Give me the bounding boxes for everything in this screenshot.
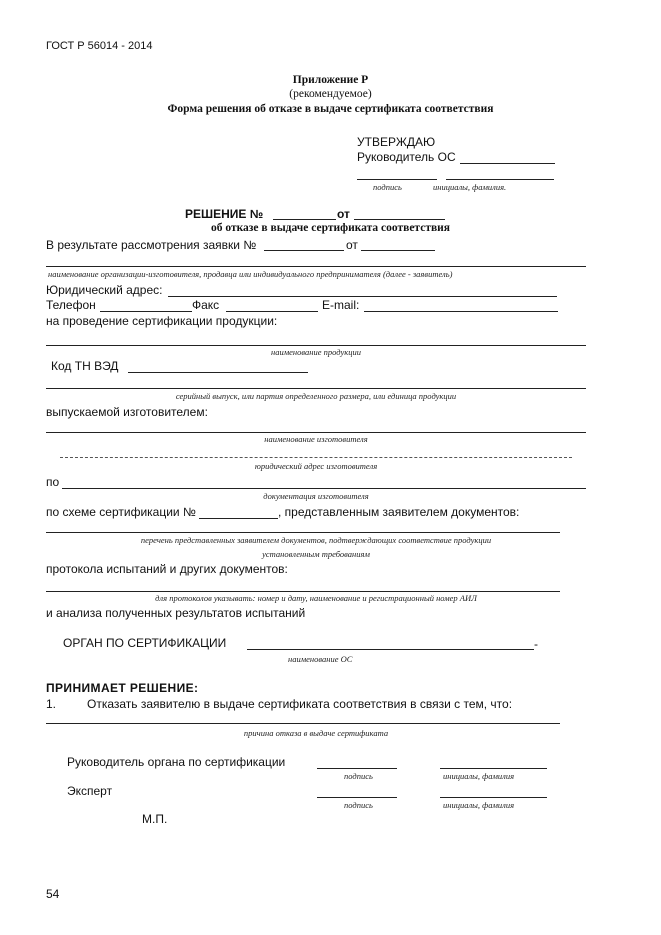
- batch-caption: серийный выпуск, или партия определенного размера, или единица продукции: [175, 391, 457, 401]
- stamp-label: М.П.: [142, 812, 168, 826]
- decision-subtitle: об отказе в выдаче сертификата соответствия: [210, 222, 451, 234]
- product-caption: наименование продукции: [271, 347, 361, 357]
- decision-date-line: [354, 219, 445, 220]
- email-label: E-mail:: [322, 298, 360, 312]
- docs-caption-2: установленным требованиям: [262, 549, 370, 559]
- head-sign-line: [317, 768, 397, 769]
- manufacturer-line: [46, 432, 586, 433]
- expert-sign-caption: подпись: [344, 800, 373, 810]
- legal-address-label: Юридический адрес:: [46, 283, 163, 297]
- batch-line: [46, 388, 586, 389]
- head-body-label: Руководитель органа по сертификации: [67, 755, 286, 769]
- produced-by-text: выпускаемой изготовителем:: [46, 405, 208, 419]
- decision-number-label: РЕШЕНИЕ №: [185, 207, 264, 221]
- application-date-line: [361, 250, 435, 251]
- phone-label: Телефон: [46, 298, 96, 312]
- fax-line: [226, 311, 318, 312]
- os-caption: наименование ОС: [288, 654, 353, 664]
- head-sign-caption: подпись: [344, 771, 373, 781]
- organization-line: [46, 266, 586, 267]
- cert-body-label: ОРГАН ПО СЕРТИФИКАЦИИ: [63, 636, 227, 650]
- protocols-text: протокола испытаний и других документов:: [46, 562, 288, 576]
- approval-sign-line: [357, 179, 437, 180]
- approval-initials-caption: инициалы, фамилия.: [433, 182, 507, 192]
- legal-address-line: [168, 296, 557, 297]
- form-title: Форма решения об отказе в выдаче сертификата соответствия: [167, 103, 494, 115]
- decision-number-line: [273, 219, 336, 220]
- decision-from-label: от: [337, 207, 350, 221]
- cert-body-line: [247, 649, 534, 650]
- head-os-line: [460, 163, 555, 164]
- page-number: 54: [46, 887, 60, 901]
- manufacturer-caption: наименование изготовителя: [264, 434, 368, 444]
- phone-line: [100, 311, 192, 312]
- scheme-label: по схеме сертификации №: [46, 505, 196, 519]
- documentation-caption: документация изготовителя: [263, 491, 369, 501]
- standard-header: ГОСТ Р 56014 - 2014: [46, 40, 153, 52]
- analysis-text: и анализа полученных результатов испытаний: [46, 606, 306, 620]
- head-initials-line: [440, 768, 547, 769]
- resolution-item-text: Отказать заявителю в выдаче сертификата соответствия в связи с тем, что:: [87, 697, 513, 711]
- documentation-line: [62, 488, 586, 489]
- docs-caption-1: перечень представленных заявителем документов, подтверждающих соответствие продукции: [140, 535, 492, 545]
- tn-ved-label: Код ТН ВЭД: [51, 359, 119, 373]
- expert-sign-line: [317, 797, 397, 798]
- manufacturer-address-caption: юридический адрес изготовителя: [254, 461, 378, 471]
- scheme-number-line: [199, 518, 278, 519]
- submitted-docs-text: , представленным заявителем документов:: [278, 505, 520, 519]
- consideration-text: В результате рассмотрения заявки №: [46, 238, 257, 252]
- application-number-line: [264, 250, 344, 251]
- resolution-item-number: 1.: [46, 697, 57, 711]
- approval-initials-line: [446, 179, 554, 180]
- expert-initials-caption: инициалы, фамилия: [443, 800, 515, 810]
- product-line: [46, 345, 586, 346]
- organization-caption: наименование организации-изготовителя, продавца или индивидуального предпринимателя (далее - заявитель): [48, 269, 453, 279]
- head-initials-caption: инициалы, фамилия: [443, 771, 515, 781]
- protocols-caption: для протоколов указывать: номер и дату, наименование и регистрационный номер АИЛ: [155, 593, 477, 603]
- reason-line: [46, 723, 560, 724]
- resolution-heading: ПРИНИМАЕТ РЕШЕНИЕ:: [46, 681, 199, 695]
- appendix-status: (рекомендуемое): [289, 88, 372, 100]
- reason-caption: причина отказа в выдаче сертификата: [243, 728, 389, 738]
- cert-body-dash: -: [534, 637, 538, 651]
- expert-initials-line: [440, 797, 547, 798]
- certification-for-text: на проведение сертификации продукции:: [46, 314, 278, 328]
- fax-label: Факс: [192, 298, 220, 312]
- head-os-label: Руководитель ОС: [357, 150, 456, 164]
- email-line: [364, 311, 558, 312]
- protocols-line: [46, 591, 560, 592]
- appendix-title: Приложение Р: [292, 74, 369, 86]
- docs-line: [46, 532, 560, 533]
- approval-sign-caption: подпись: [373, 182, 402, 192]
- expert-label: Эксперт: [67, 784, 113, 798]
- by-label: по: [46, 475, 60, 489]
- application-from-label: от: [346, 238, 358, 252]
- approve-label: УТВЕРЖДАЮ: [357, 135, 436, 149]
- tn-ved-line: [128, 372, 308, 373]
- manufacturer-address-line: [60, 457, 572, 458]
